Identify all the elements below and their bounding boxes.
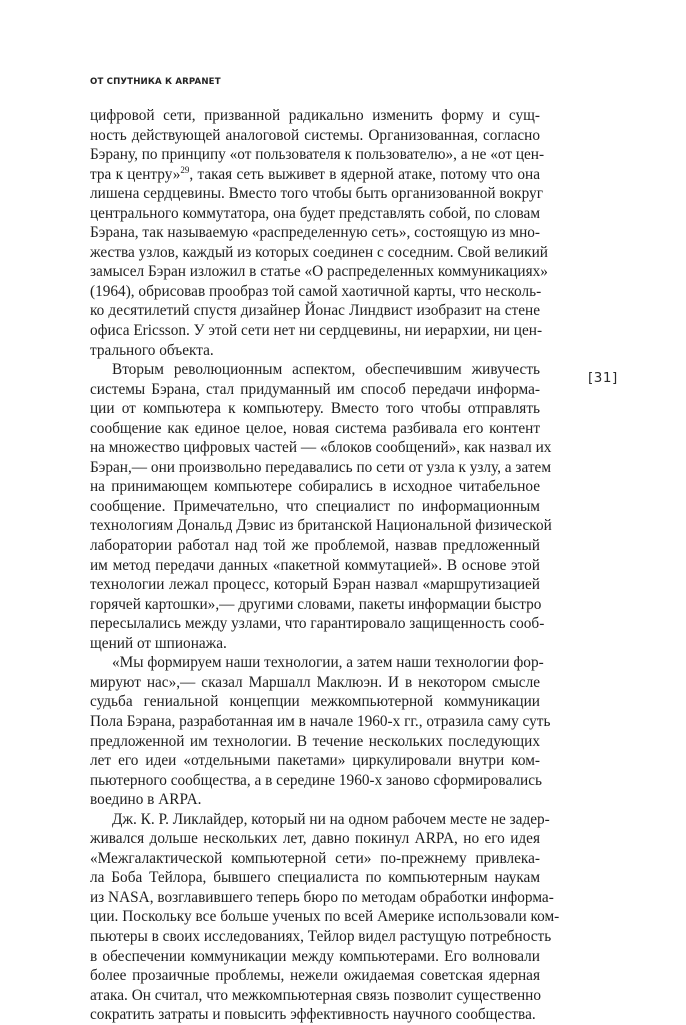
text-line: «Мы формируем наши технологии, а затем наши технологии фор- [112, 654, 544, 672]
text-line: центрального коммутатора, она будет представлять собой, по словам [90, 204, 540, 222]
text-line: сообщение. Примечательно, что специалист по информационным [90, 497, 540, 515]
text-line: технологии лежал процесс, который Бэран назвал «маршрутизацией [90, 576, 540, 594]
text-line: горячей картошки»,— другими словами, пакеты информации быстро [90, 595, 542, 613]
text-line: цифровой сети, призванной радикально изменить форму и сущ- [90, 107, 540, 124]
text-line: мируют нас»,— сказал Маршалл Маклюэн. И в некотором смысле [90, 673, 540, 691]
text-line: из NASA, возглавившего теперь бюро по методам обработки информа- [90, 888, 554, 906]
text-line: системы Бэрана, стал придуманный им способ передачи информа- [90, 380, 540, 398]
text-line: Бэрана, так называемую «распределенную сеть», состоящую из мно- [90, 224, 540, 242]
text-line: офиса Ericsson. У этой сети нет ни сердцевины, ни иерархии, ни цен- [90, 322, 543, 340]
text-line: Бэрану, по принципу «от пользователя к пользователю», а не «от цен- [90, 146, 545, 164]
body-text [90, 106, 560, 1025]
text-line: жества узлов, каждый из которых соединен с соседним. Свой великий [90, 243, 548, 261]
text-line: щений от шпионажа. [90, 634, 227, 652]
text-line-with-footnote [90, 165, 540, 185]
text-line: воедино в ARPA. [90, 791, 202, 809]
text-line: «Межгалактической компьютерной сети» по-прежнему привлека- [90, 849, 540, 867]
text-line: лет его идеи «отдельными пакетами» циркулировали внутри ком- [90, 752, 540, 770]
text-line: атака. Он считал, что межкомпьютерная связь позволит существенно [90, 986, 541, 1004]
paragraph [90, 106, 548, 360]
text-line: лишена сердцевины. Вместо того чтобы быть организованной вокруг [90, 185, 543, 203]
text-line: технологиям Дональд Дэвис из британской Национальной физической [90, 517, 552, 535]
text-line: пьютерного сообщества, а в середине 1960-х заново сформировались [90, 771, 542, 789]
paragraph [90, 360, 552, 653]
text-line: ко десятилетий спустя дизайнер Йонас Линдвист изобразит на стене [90, 302, 540, 320]
running-head: ОТ СПУТНИКА К ARPANET [90, 77, 221, 87]
text-line: живался дольше нескольких лет, давно покинул ARPA, но его идея [90, 830, 540, 848]
text-line: сократить затраты и повысить эффективность научного сообщества. [90, 1006, 536, 1024]
text-line: судьба гениальной концепции межкомпьютерной коммуникации [90, 693, 540, 711]
text-fragment: тра к центру» [90, 165, 181, 183]
text-line: Вторым революционным аспектом, обеспечившим живучесть [112, 361, 540, 379]
text-line: Бэран,— они произвольно передавались по сети от узла к узлу, а затем [90, 458, 552, 476]
text-fragment: , такая сеть выживет в ядерной атаке, потому что она [189, 165, 540, 183]
paragraph [90, 810, 560, 1025]
text-line: им метод передачи данных «пакетной коммутацией». В основе этой [90, 556, 540, 574]
text-line: ции от компьютера к компьютеру. Вместо того чтобы отправлять [90, 400, 540, 418]
text-line: замысел Бэран изложил в статье «О распределенных коммуникациях» [90, 263, 548, 281]
footnote-ref[interactable]: 29 [180, 164, 190, 175]
text-line: пьютеры в своих исследованиях, Тейлор видел растущую потребность [90, 927, 552, 945]
paragraph [90, 653, 551, 809]
text-line: пересылались между узлами, что гарантировало защищенность сооб- [90, 615, 545, 633]
text-line: предложенной им технологии. В течение нескольких последующих [90, 732, 540, 750]
text-line: на множество цифровых частей — «блоков сообщений», как назвал их [90, 439, 552, 457]
text-line: ность действующей аналоговой системы. Организованная, согласно [90, 126, 540, 144]
text-line: трального объекта. [90, 341, 214, 359]
text-line: (1964), обрисовав прообраз той самой хаотичной карты, что несколь- [90, 282, 542, 300]
text-line: на принимающем компьютере собирались в исходное читабельное [90, 478, 540, 496]
text-line: ции. Поскольку все больше ученых по всей Америке использовали ком- [90, 908, 560, 926]
text-line: лаборатории работал над той же проблемой, назвав предложенный [90, 537, 540, 555]
text-line: ла Боба Тейлора, бывшего специалиста по компьютерным наукам [90, 869, 540, 887]
text-line: сообщение как единое целое, новая система разбивала его контент [90, 419, 540, 437]
text-line: Пола Бэрана, разработанная им в начале 1960-х гг., отразила саму суть [90, 712, 551, 730]
text-line: Дж. К. Р. Ликлайдер, который ни на одном рабочем месте не задер- [112, 810, 550, 828]
page-number: [31] [588, 370, 618, 386]
text-line: более прозаичные проблемы, нежели ожидаемая советская ядерная [90, 967, 540, 985]
text-line: в обеспечении коммуникации между компьютерами. Его волновали [90, 947, 540, 965]
